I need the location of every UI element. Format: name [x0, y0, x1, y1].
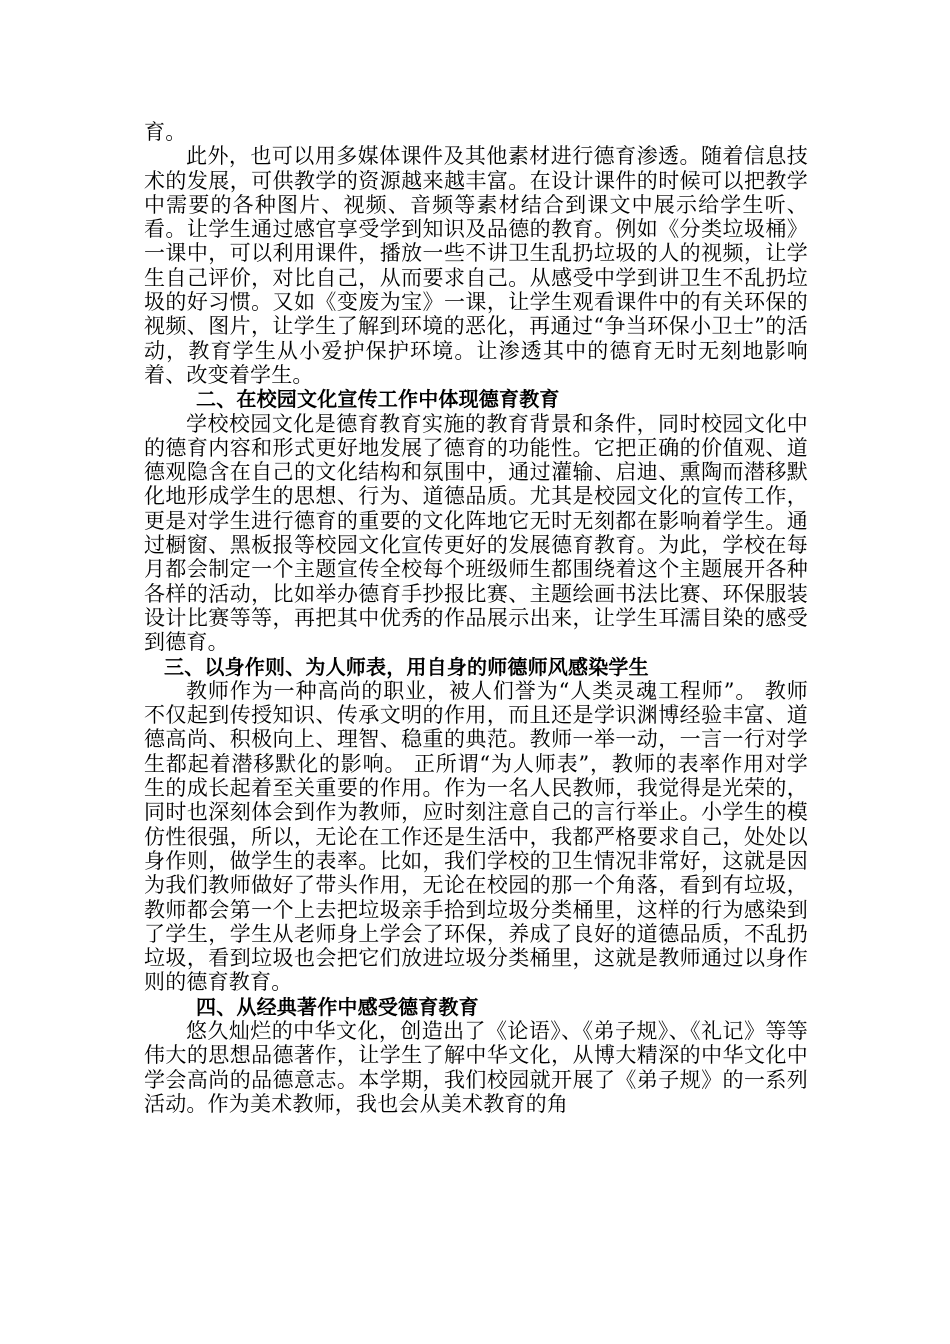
- paragraph-continuation: 育。: [144, 120, 187, 144]
- paragraph-teacher-example: 教师作为一种高尚的职业，被人们誉为“人类灵魂工程师”。 教师不仅起到传授知识、传承文明的作用，而且还是学识渊博经验丰富、道德高尚、积极向上、理智、稳重的典范。教师一举一动，一言一行对学生都起着潜移默化的影响。 正所谓“为人师表”，教师的表率作用对学生的成长起着至关重要的作用。作为一名人民教师，我觉得是光荣的，同时也深刻体会到作为教师，应时刻注意自己的言行举止。小学生的模仿性很强，所以，无论在工作还是生活中，我都严格要求自己，处处以身作则，做学生的表率。比如，我们学校的卫生情况非常好，这就是因为我们教师做好了带头作用，无论在校园的那一个角落，看到有垃圾，教师都会第一个上去把垃圾亲手拾到垃圾分类桶里，这样的行为感染到了学生，学生从老师身上学会了环保，养成了良好的道德品质，不乱扔垃圾，看到垃圾也会把它们放进垃圾分类桶里，这就是教师通过以身作则的德育教育。: [144, 678, 808, 995]
- paragraph-multimedia: 此外，也可以用多媒体课件及其他素材进行德育渗透。随着信息技术的发展，可供教学的资源越来越丰富。在设计课件的时候可以把教学中需要的各种图片、视频、音频等素材结合到课文中展示给学生听、看。让学生通过感官享受学到知识及品德的教育。例如《分类垃圾桶》一课中，可以利用课件，播放一些不讲卫生乱扔垃圾的人的视频，让学生自己评价，对比自己，从而要求自己。从感受中学到讲卫生不乱扔垃圾的好习惯。又如《变废为宝》一课，让学生观看课件中的有关环保的视频、图片，让学生了解到环境的恶化，再通过“争当环保小卫士”的活动，教育学生从小爱护保护环境。让渗透其中的德育无时无刻地影响着、改变着学生。: [144, 144, 808, 387]
- section-heading-4: 四、从经典著作中感受德育教育: [196, 994, 479, 1019]
- section-heading-3: 三、以身作则、为人师表，用自身的师德师风感染学生: [164, 654, 649, 679]
- paragraph-campus-culture: 学校校园文化是德育教育实施的教育背景和条件，同时校园文化中的德育内容和形式更好地发展了德育的功能性。它把正确的价值观、道德观隐含在自己的文化结构和氛围中，通过灌输、启迪、熏陶而潜移默化地形成学生的思想、行为、道德品质。尤其是校园文化的宣传工作，更是对学生进行德育的重要的文化阵地它无时无刻都在影响着学生。通过橱窗、黑板报等校园文化宣传更好的发展德育教育。为此，学校在每月都会制定一个主题宣传全校每个班级师生都围绕着这个主题展开各种各样的活动，比如举办德育手抄报比赛、主题绘画书法比赛、环保服装设计比赛等等，再把其中优秀的作品展示出来，让学生耳濡目染的感受到德育。: [144, 411, 808, 655]
- document-page: [144, 120, 808, 1116]
- paragraph-classics: 悠久灿烂的中华文化，创造出了《论语》、《弟子规》、《礼记》等等伟大的思想品德著作，让学生了解中华文化，从博大精深的中华文化中学会高尚的品德意志。本学期，我们校园就开展了《弟子规》的一系列活动。作为美术教师，我也会从美术教育的角: [144, 1018, 808, 1116]
- section-heading-2: 二、在校园文化宣传工作中体现德育教育: [196, 387, 560, 412]
